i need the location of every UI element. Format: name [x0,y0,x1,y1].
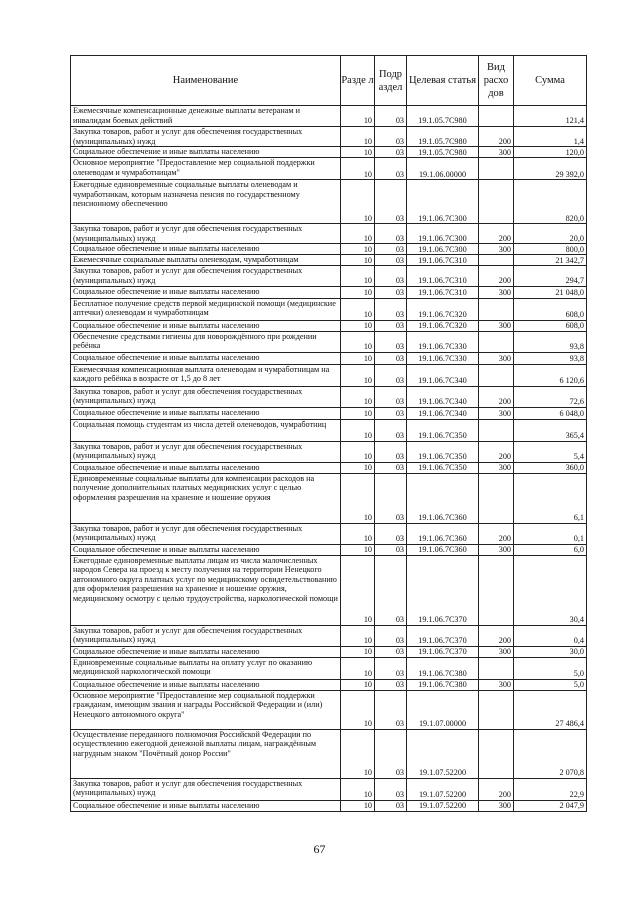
cell-podrazdel: 03 [375,625,407,646]
cell-podrazdel: 03 [375,657,407,679]
cell-vid [479,298,514,320]
cell-name: Обеспечение средствами гигиены для новорождённого при рождении ребёнка [71,331,341,352]
cell-target: 19.1.06.7С340 [407,407,479,419]
table-row [71,127,587,147]
cell-target: 19.1.06.7С350 [407,462,479,473]
cell-razdel: 10 [341,441,375,462]
cell-sum: 21 048,0 [514,286,587,298]
table-row [71,625,587,646]
cell-sum: 6,1 [514,473,587,523]
cell-target: 19.1.06.7С300 [407,224,479,244]
cell-podrazdel: 03 [375,800,407,811]
cell-vid: 200 [479,224,514,244]
cell-razdel: 10 [341,523,375,544]
cell-target: 19.1.06.7С340 [407,364,479,386]
cell-name: Бесплатное получение средств первой медицинской помощи (медицинские аптечки) оленеводам и чумработницам [71,298,341,320]
table-row [71,646,587,657]
cell-razdel: 10 [341,244,375,255]
header-target: Целевая статья [407,56,479,106]
table-row [71,352,587,364]
cell-vid: 300 [479,352,514,364]
cell-podrazdel: 03 [375,266,407,286]
cell-vid: 200 [479,386,514,407]
cell-razdel: 10 [341,127,375,147]
cell-razdel: 10 [341,224,375,244]
cell-name: Единовременные социальные выплаты на оплату услуг по оказанию медицинской наркологической помощи [71,657,341,679]
cell-target: 19.1.06.7С360 [407,544,479,555]
table-row [71,555,587,625]
cell-sum: 30,0 [514,646,587,657]
cell-name: Закупка товаров, работ и услуг для обеспечения государственных (муниципальных) нужд [71,266,341,286]
cell-sum: 29 392,0 [514,158,587,180]
cell-name: Социальное обеспечение и иные выплаты населению [71,462,341,473]
cell-target: 19.1.06.7С330 [407,352,479,364]
cell-sum: 2 070,8 [514,729,587,778]
cell-razdel: 10 [341,147,375,158]
cell-vid: 300 [479,244,514,255]
cell-razdel: 10 [341,473,375,523]
cell-name: Ежегодные единовременные выплаты лицам из числа малочисленных народов Севера на проезд к месту получения на территории Ненецкого автономного округа платных услуг по медицинскому освидетельствованию для оформления разрешения на хранение и ношение оружия, медицинскому осмотру с целью трудоустройства, наркологической помощи [71,555,341,625]
cell-target: 19.1.06.7С340 [407,386,479,407]
cell-name: Социальное обеспечение и иные выплаты населению [71,286,341,298]
table-row [71,679,587,690]
cell-name: Социальное обеспечение и иные выплаты населению [71,320,341,331]
cell-target: 19.1.05.7С980 [407,127,479,147]
table-row [71,244,587,255]
cell-vid [479,158,514,180]
cell-name: Социальное обеспечение и иные выплаты населению [71,646,341,657]
cell-sum: 27 486,4 [514,690,587,729]
cell-target: 19.1.07.52200 [407,778,479,800]
cell-name: Осуществление переданного полномочия Российской Федерации по осуществлению ежегодной денежной выплаты лицам, награждённым нагрудным знаком "Почётный донор России" [71,729,341,778]
table-row [71,462,587,473]
cell-razdel: 10 [341,266,375,286]
cell-sum: 608,0 [514,298,587,320]
cell-target: 19.1.06.7С320 [407,298,479,320]
cell-target: 19.1.06.7С350 [407,419,479,441]
cell-name: Основное мероприятие "Предоставление мер социальной поддержки гражданам, имеющим звания и награды Российской Федерации и (или) Ненецкого автономного округа" [71,690,341,729]
cell-podrazdel: 03 [375,255,407,266]
cell-target: 19.1.06.7С320 [407,320,479,331]
table-row [71,158,587,180]
cell-target: 19.1.06.00000 [407,158,479,180]
cell-vid: 200 [479,441,514,462]
cell-podrazdel: 03 [375,364,407,386]
cell-vid [479,473,514,523]
cell-podrazdel: 03 [375,462,407,473]
cell-podrazdel: 03 [375,224,407,244]
cell-sum: 365,4 [514,419,587,441]
cell-podrazdel: 03 [375,352,407,364]
cell-sum: 121,4 [514,106,587,127]
cell-podrazdel: 03 [375,555,407,625]
cell-sum: 5,0 [514,657,587,679]
cell-target: 19.1.06.7С300 [407,180,479,224]
cell-vid [479,255,514,266]
cell-sum: 6 048,0 [514,407,587,419]
cell-sum: 820,0 [514,180,587,224]
cell-sum: 360,0 [514,462,587,473]
cell-target: 19.1.06.7С330 [407,331,479,352]
table-row [71,473,587,523]
cell-target: 19.1.06.7С310 [407,255,479,266]
header-sum: Сумма [514,56,587,106]
cell-name: Ежегодные единовременные социальные выплаты оленеводам и чумработникам, которым назначена пенсия по государственному пенсионному обеспечению [71,180,341,224]
cell-name: Единовременные социальные выплаты для компенсации расходов на получение дополнительных платных медицинских услуг с целью оформления разрешения на хранение и ношение оружия [71,473,341,523]
cell-name: Социальное обеспечение и иные выплаты населению [71,244,341,255]
header-razdel: Разде л [341,56,375,106]
cell-name: Социальное обеспечение и иные выплаты населению [71,800,341,811]
table-row [71,180,587,224]
cell-sum: 0,4 [514,625,587,646]
cell-razdel: 10 [341,407,375,419]
cell-razdel: 10 [341,800,375,811]
cell-target: 19.1.06.7С370 [407,646,479,657]
cell-name: Закупка товаров, работ и услуг для обеспечения государственных (муниципальных) нужд [71,224,341,244]
table-row [71,729,587,778]
cell-vid [479,180,514,224]
cell-target: 19.1.07.52200 [407,800,479,811]
cell-podrazdel: 03 [375,180,407,224]
table-row [71,224,587,244]
table-row [71,255,587,266]
cell-razdel: 10 [341,106,375,127]
cell-sum: 22,9 [514,778,587,800]
cell-sum: 2 047,9 [514,800,587,811]
cell-vid: 200 [479,778,514,800]
cell-podrazdel: 03 [375,331,407,352]
cell-vid [479,331,514,352]
cell-name: Социальное обеспечение и иные выплаты населению [71,352,341,364]
cell-name: Социальное обеспечение и иные выплаты населению [71,407,341,419]
cell-name: Закупка товаров, работ и услуг для обеспечения государственных (муниципальных) нужд [71,778,341,800]
cell-target: 19.1.06.7С350 [407,441,479,462]
cell-target: 19.1.06.7С370 [407,625,479,646]
cell-podrazdel: 03 [375,690,407,729]
cell-sum: 20,0 [514,224,587,244]
cell-sum: 6 120,6 [514,364,587,386]
table-row [71,147,587,158]
table-row [71,298,587,320]
cell-podrazdel: 03 [375,441,407,462]
cell-vid [479,555,514,625]
table-row [71,800,587,811]
cell-podrazdel: 03 [375,320,407,331]
cell-podrazdel: 03 [375,729,407,778]
cell-name: Основное мероприятие "Предоставление мер социальной поддержки оленеводам и чумработницам" [71,158,341,180]
cell-name: Закупка товаров, работ и услуг для обеспечения государственных (муниципальных) нужд [71,441,341,462]
cell-razdel: 10 [341,331,375,352]
header-name: Наименование [71,56,341,106]
cell-vid: 300 [479,286,514,298]
cell-target: 19.1.05.7С980 [407,147,479,158]
cell-vid: 300 [479,462,514,473]
table-header-row [71,56,587,106]
table-row [71,286,587,298]
table-row [71,386,587,407]
cell-vid [479,364,514,386]
cell-vid: 300 [479,147,514,158]
cell-razdel: 10 [341,286,375,298]
cell-vid [479,106,514,127]
cell-podrazdel: 03 [375,679,407,690]
cell-vid: 200 [479,523,514,544]
page-number: 67 [313,842,326,856]
cell-sum: 72,6 [514,386,587,407]
cell-razdel: 10 [341,544,375,555]
cell-name: Закупка товаров, работ и услуг для обеспечения государственных (муниципальных) нужд [71,523,341,544]
table-row [71,690,587,729]
cell-razdel: 10 [341,320,375,331]
cell-sum: 21 342,7 [514,255,587,266]
cell-target: 19.1.06.7С300 [407,244,479,255]
cell-razdel: 10 [341,180,375,224]
cell-target: 19.1.06.7С310 [407,286,479,298]
cell-podrazdel: 03 [375,407,407,419]
cell-vid [479,657,514,679]
cell-razdel: 10 [341,679,375,690]
cell-podrazdel: 03 [375,523,407,544]
cell-target: 19.1.06.7С310 [407,266,479,286]
cell-podrazdel: 03 [375,286,407,298]
cell-target: 19.1.06.7С360 [407,523,479,544]
cell-sum: 93,8 [514,331,587,352]
table-row [71,544,587,555]
cell-razdel: 10 [341,364,375,386]
cell-name: Ежемесячная компенсационная выплата оленеводам и чумработницам на каждого ребёнка в возрасте от 1,5 до 8 лет [71,364,341,386]
cell-razdel: 10 [341,462,375,473]
table-row [71,331,587,352]
table-row [71,364,587,386]
cell-sum: 5,4 [514,441,587,462]
cell-razdel: 10 [341,298,375,320]
cell-name: Социальное обеспечение и иные выплаты населению [71,544,341,555]
cell-target: 19.1.06.7С370 [407,555,479,625]
cell-razdel: 10 [341,555,375,625]
cell-podrazdel: 03 [375,127,407,147]
cell-sum: 608,0 [514,320,587,331]
table-row [71,441,587,462]
cell-vid [479,729,514,778]
cell-razdel: 10 [341,657,375,679]
cell-podrazdel: 03 [375,147,407,158]
cell-target: 19.1.07.00000 [407,690,479,729]
cell-sum: 6,0 [514,544,587,555]
cell-razdel: 10 [341,386,375,407]
cell-razdel: 10 [341,352,375,364]
cell-name: Социальное обеспечение и иные выплаты населению [71,679,341,690]
cell-podrazdel: 03 [375,244,407,255]
header-vid: Вид расхо дов [479,56,514,106]
cell-podrazdel: 03 [375,419,407,441]
cell-razdel: 10 [341,625,375,646]
cell-razdel: 10 [341,646,375,657]
cell-sum: 5,0 [514,679,587,690]
table-row [71,266,587,286]
cell-razdel: 10 [341,255,375,266]
cell-name: Закупка товаров, работ и услуг для обеспечения государственных (муниципальных) нужд [71,625,341,646]
cell-vid [479,690,514,729]
cell-target: 19.1.06.7С380 [407,679,479,690]
table-row [71,778,587,800]
cell-name: Ежемесячные социальные выплаты оленеводам, чумработницам [71,255,341,266]
table-row [71,523,587,544]
cell-vid: 300 [479,800,514,811]
cell-vid: 300 [479,320,514,331]
cell-podrazdel: 03 [375,158,407,180]
cell-podrazdel: 03 [375,473,407,523]
cell-vid: 200 [479,127,514,147]
cell-vid: 200 [479,625,514,646]
table-row [71,657,587,679]
cell-sum: 294,7 [514,266,587,286]
cell-podrazdel: 03 [375,298,407,320]
cell-sum: 800,0 [514,244,587,255]
table-row [71,320,587,331]
cell-sum: 120,0 [514,147,587,158]
cell-vid: 200 [479,266,514,286]
cell-target: 19.1.06.7С380 [407,657,479,679]
table-row [71,106,587,127]
cell-podrazdel: 03 [375,544,407,555]
table-row [71,419,587,441]
cell-target: 19.1.06.7С360 [407,473,479,523]
cell-name: Социальная помощь студентам из числа детей оленеводов, чумработниц [71,419,341,441]
cell-name: Ежемесячные компенсационные денежные выплаты ветеранам и инвалидам боевых действий [71,106,341,127]
cell-podrazdel: 03 [375,778,407,800]
header-podrazdel: Подр аздел [375,56,407,106]
cell-sum: 93,8 [514,352,587,364]
cell-podrazdel: 03 [375,106,407,127]
cell-podrazdel: 03 [375,646,407,657]
cell-name: Социальное обеспечение и иные выплаты населению [71,147,341,158]
cell-vid: 300 [479,544,514,555]
cell-vid: 300 [479,646,514,657]
cell-sum: 1,4 [514,127,587,147]
cell-razdel: 10 [341,729,375,778]
budget-table [70,55,587,812]
cell-podrazdel: 03 [375,386,407,407]
cell-sum: 0,1 [514,523,587,544]
cell-vid [479,419,514,441]
cell-name: Закупка товаров, работ и услуг для обеспечения государственных (муниципальных) нужд [71,386,341,407]
cell-target: 19.1.07.52200 [407,729,479,778]
cell-razdel: 10 [341,690,375,729]
cell-vid: 300 [479,679,514,690]
cell-target: 19.1.05.7С980 [407,106,479,127]
cell-vid: 300 [479,407,514,419]
cell-sum: 30,4 [514,555,587,625]
cell-razdel: 10 [341,419,375,441]
cell-razdel: 10 [341,778,375,800]
cell-razdel: 10 [341,158,375,180]
table-row [71,407,587,419]
cell-name: Закупка товаров, работ и услуг для обеспечения государственных (муниципальных) нужд [71,127,341,147]
table-body [71,106,587,812]
